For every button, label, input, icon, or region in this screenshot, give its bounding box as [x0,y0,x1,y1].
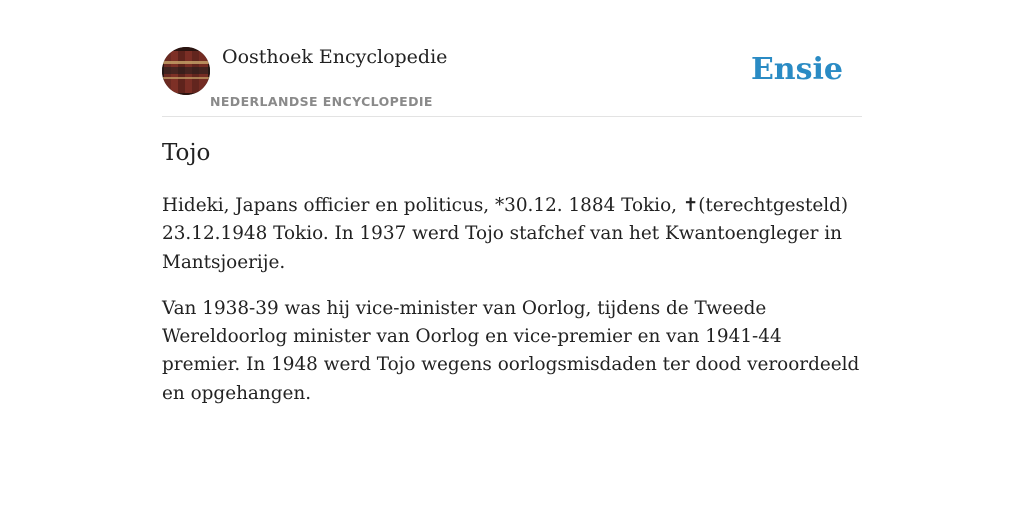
site-title[interactable]: Oosthoek Encyclopedie [222,46,448,68]
article-body [162,192,862,426]
article-paragraph: Hideki, Japans officier en politicus, *30.12. 1884 Tokio, ✝(terechtgesteld) 23.12.1948 Tokio. In 1937 werd Tojo stafchef van het Kwantoengleger in Mantsjoerije. [162,195,849,273]
article-title: Tojo [162,140,211,166]
site-subtitle: NEDERLANDSE ENCYCLOPEDIE [210,94,433,109]
ensie-logo[interactable]: Ensie [750,52,843,87]
article-paragraph: Van 1938-39 was hij vice-minister van Oorlog, tijdens de Tweede Wereldoorlog minister van Oorlog en vice-premier en van 1941-44 premier. In 1948 werd Tojo wegens oorlogsmisdaden ter dood veroordeeld en opgehangen. [162,297,860,404]
encyclopedia-books-icon[interactable] [162,47,210,95]
site-header [162,0,862,117]
page-container [162,0,862,404]
